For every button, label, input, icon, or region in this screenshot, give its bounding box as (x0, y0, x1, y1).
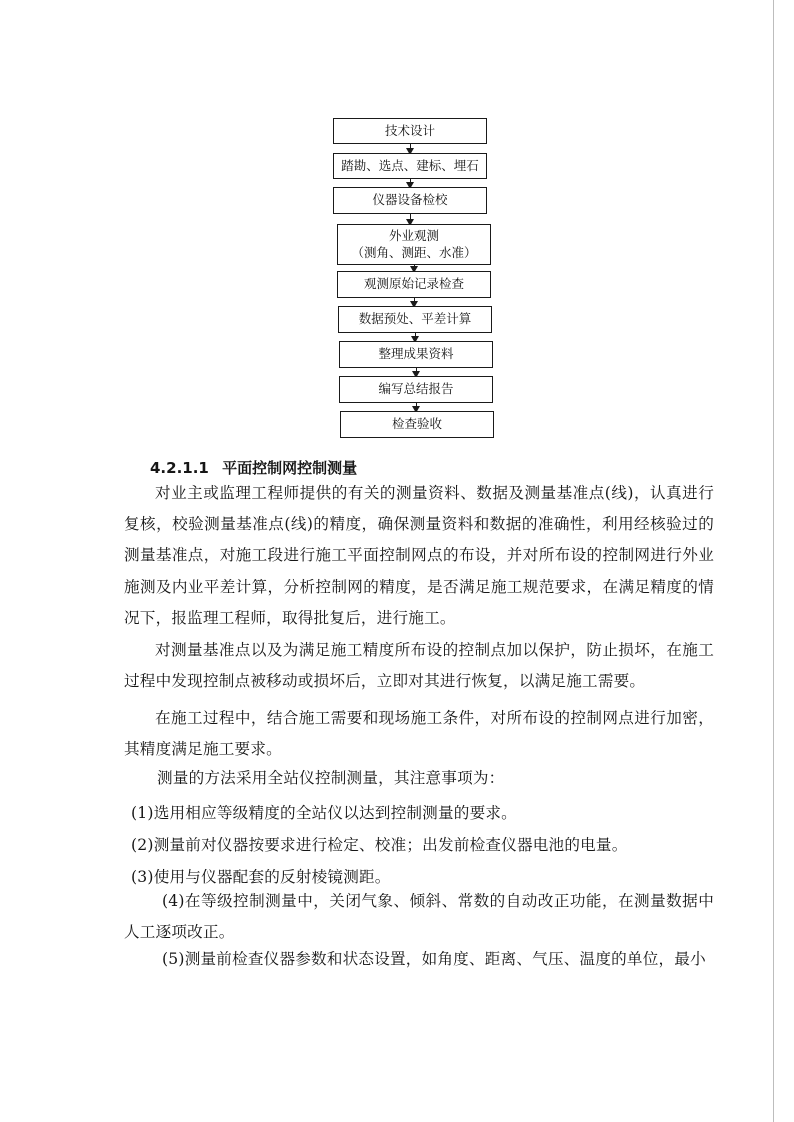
flowchart (0, 0, 794, 440)
list-item-2: (2)测量前对仪器按要求进行检定、校准；出发前检查仪器电池的电量。 (131, 836, 628, 854)
flow-step-design: 技术设计 (333, 118, 487, 144)
paragraph-1: 对业主或监理工程师提供的有关的测量资料、数据及测量基准点(线)，认真进行复核，校验测量基准点(线)的精度，确保测量资料和数据的准确性，利用经核验过的测量基准点，对施工段进行施工平面控制网点的布设，并对所布设的控制网进行外业施测及内业平差计算，分析控制网的精度，是否满足施工规范要求，在满足精度的情况下，报监理工程师，取得批复后，进行施工。 (124, 484, 714, 627)
list-item-5: (5)测量前检查仪器参数和状态设置，如角度、距离、气压、温度的单位，最小 (162, 950, 706, 968)
flow-step-survey: 踏勘、选点、建标、埋石 (333, 153, 487, 179)
flow-step-adjustment: 数据预处、平差计算 (338, 306, 492, 333)
section-title: 平面控制网控制测量 (222, 459, 358, 477)
paragraph-3: 在施工过程中，结合施工需要和现场施工条件，对所布设的控制网点进行加密，其精度满足施工要求。 (124, 709, 714, 759)
flow-step-acceptance: 检查验收 (340, 411, 494, 438)
paragraph-2: 对测量基准点以及为满足施工精度所布设的控制点加以保护，防止损坏，在施工过程中发现控制点被移动或损坏后，立即对其进行恢复，以满足施工需要。 (124, 641, 714, 691)
list-item-4: (4)在等级控制测量中，关闭气象、倾斜、常数的自动改正功能，在测量数据中人工逐项改正。 (124, 892, 714, 942)
section-number: 4.2.1.1 (150, 459, 209, 477)
section-heading (150, 457, 357, 478)
flow-step-results: 整理成果资料 (339, 341, 493, 368)
paragraph-4: 测量的方法采用全站仪控制测量，其注意事项为： (157, 769, 505, 787)
flow-step-field-observation: 外业观测 （测角、测距、水准） (337, 224, 491, 265)
flow-step-calibration: 仪器设备检校 (333, 187, 487, 214)
list-item-3: (3)使用与仪器配套的反射棱镜测距。 (131, 868, 391, 886)
list-item-1: (1)选用相应等级精度的全站仪以达到控制测量的要求。 (131, 804, 517, 822)
flow-step-record-check: 观测原始记录检查 (337, 271, 491, 298)
flow-step-report: 编写总结报告 (339, 376, 493, 403)
